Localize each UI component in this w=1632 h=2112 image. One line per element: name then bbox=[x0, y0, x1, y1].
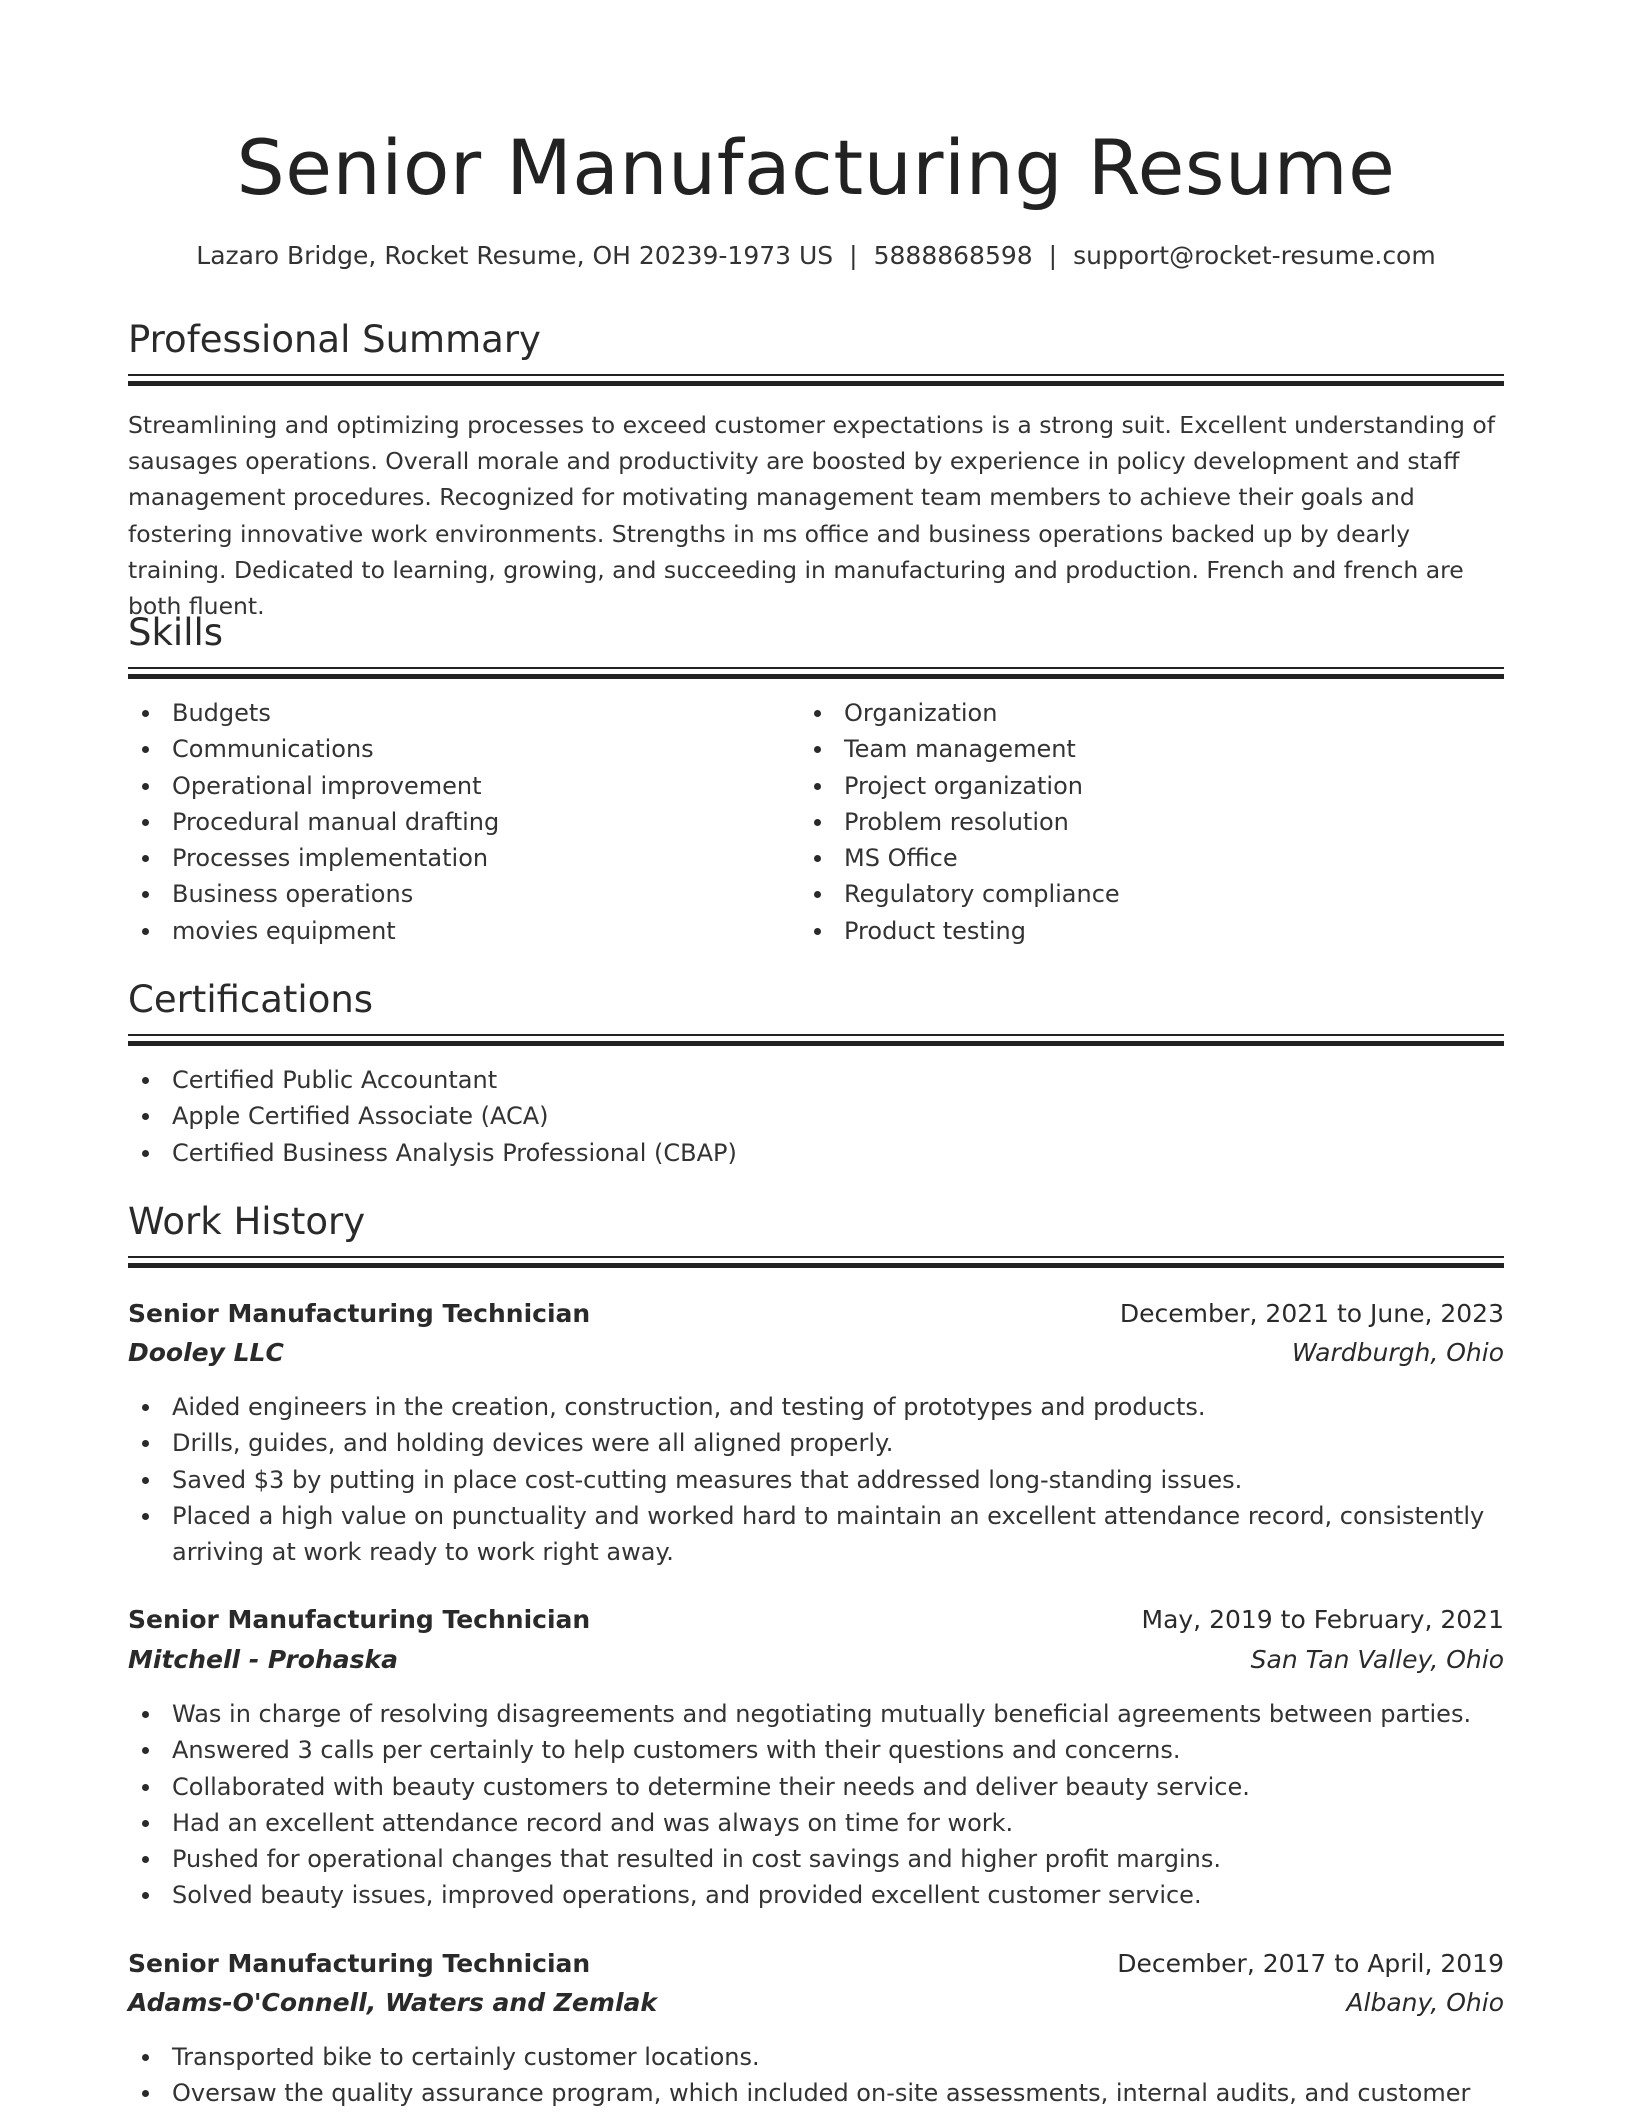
skill-item: Processes implementation bbox=[128, 840, 778, 876]
resume-title: Senior Manufacturing Resume bbox=[236, 123, 1396, 212]
skill-item: Business operations bbox=[128, 876, 778, 912]
job-location: San Tan Valley, Ohio bbox=[1250, 1645, 1504, 1674]
section-divider bbox=[128, 1034, 1504, 1044]
skill-item: Budgets bbox=[128, 695, 778, 731]
skill-item: Team management bbox=[800, 731, 1450, 767]
skill-item: Communications bbox=[128, 731, 778, 767]
skill-item: Product testing bbox=[800, 913, 1450, 949]
contact-email[interactable]: support@rocket-resume.com bbox=[1073, 241, 1436, 270]
contact-line bbox=[128, 238, 1504, 274]
section-divider bbox=[128, 374, 1504, 384]
skill-item: Procedural manual drafting bbox=[128, 804, 778, 840]
certification-item: Certified Business Analysis Professional (CBAP) bbox=[128, 1135, 1504, 1171]
job-bullet: Aided engineers in the creation, construction, and testing of prototypes and products. bbox=[128, 1389, 1504, 1425]
summary-text: Streamlining and optimizing processes to exceed customer expectations is a strong suit. Excellent understanding of sausages operations. Overall morale and productivity are boosted by experience in policy development and staff management procedures. Recognized for motivating management team members to achieve their goals and fostering innovative work environments. Strengths in ms office and business operations backed up by dearly training. Dedicated to learning, growing, and succeeding in manufacturing and production. French and french are both fluent. bbox=[128, 411, 1496, 621]
contact-separator: | bbox=[849, 241, 858, 270]
job-bullet: Oversaw the quality assurance program, which included on-site assessments, internal audits, and customer bbox=[128, 2075, 1504, 2111]
contact-separator: | bbox=[1048, 241, 1058, 270]
skill-item: MS Office bbox=[800, 840, 1450, 876]
job-title: Senior Manufacturing Technician bbox=[128, 1299, 591, 1328]
skill-item: Regulatory compliance bbox=[800, 876, 1450, 912]
job-bullet: Answered 3 calls per certainly to help customers with their questions and concerns. bbox=[128, 1732, 1504, 1768]
job-bullet: Solved beauty issues, improved operations, and provided excellent customer service. bbox=[128, 1877, 1504, 1913]
job-bullet: Was in charge of resolving disagreements and negotiating mutually beneficial agreements between parties. bbox=[128, 1696, 1504, 1732]
job-bullet: Collaborated with beauty customers to determine their needs and deliver beauty service. bbox=[128, 1769, 1504, 1805]
job-bullet: Saved $3 by putting in place cost-cutting measures that addressed long-standing issues. bbox=[128, 1462, 1504, 1498]
job-location: Wardburgh, Ohio bbox=[1291, 1338, 1504, 1367]
job-company: Mitchell - Prohaska bbox=[128, 1645, 398, 1674]
job-dates: December, 2017 to April, 2019 bbox=[1117, 1949, 1504, 1978]
job-bullet: Pushed for operational changes that resulted in cost savings and higher profit margins. bbox=[128, 1841, 1504, 1877]
section-divider bbox=[128, 667, 1504, 677]
section-heading-summary: Professional Summary bbox=[128, 318, 541, 361]
skills-list-right bbox=[800, 695, 1450, 949]
skill-item: Operational improvement bbox=[128, 768, 778, 804]
job-bullet: Transported bike to certainly customer locations. bbox=[128, 2039, 1504, 2075]
section-heading-work-history: Work History bbox=[128, 1200, 366, 1243]
section-heading-skills: Skills bbox=[128, 611, 224, 654]
job-bullet: Had an excellent attendance record and was always on time for work. bbox=[128, 1805, 1504, 1841]
contact-phone: 5888868598 bbox=[873, 241, 1033, 270]
skill-item: movies equipment bbox=[128, 913, 778, 949]
job-dates: December, 2021 to June, 2023 bbox=[1119, 1299, 1504, 1328]
job-company: Adams-O'Connell, Waters and Zemlak bbox=[128, 1988, 658, 2017]
certification-item: Apple Certified Associate (ACA) bbox=[128, 1098, 1504, 1134]
job-title: Senior Manufacturing Technician bbox=[128, 1605, 591, 1634]
certification-item: Certified Public Accountant bbox=[128, 1062, 1504, 1098]
job-location: Albany, Ohio bbox=[1346, 1988, 1504, 2017]
job-title: Senior Manufacturing Technician bbox=[128, 1949, 591, 1978]
job-bullet-list bbox=[128, 1696, 1504, 1914]
certifications-list bbox=[128, 1062, 1504, 1171]
job-bullet: Placed a high value on punctuality and worked hard to maintain an excellent attendance record, consistently arriving at work ready to work right away. bbox=[128, 1498, 1504, 1571]
skills-list-left bbox=[128, 695, 778, 949]
skill-item: Problem resolution bbox=[800, 804, 1450, 840]
skill-item: Organization bbox=[800, 695, 1450, 731]
section-divider bbox=[128, 1256, 1504, 1266]
job-dates: May, 2019 to February, 2021 bbox=[1141, 1605, 1504, 1634]
job-bullet-list bbox=[128, 2039, 1504, 2112]
job-bullet-list bbox=[128, 1389, 1504, 1570]
job-company: Dooley LLC bbox=[128, 1338, 284, 1367]
section-heading-certifications: Certifications bbox=[128, 978, 374, 1021]
skill-item: Project organization bbox=[800, 768, 1450, 804]
contact-address: Lazaro Bridge, Rocket Resume, OH 20239-1973 US bbox=[196, 241, 834, 270]
job-bullet: Drills, guides, and holding devices were all aligned properly. bbox=[128, 1425, 1504, 1461]
